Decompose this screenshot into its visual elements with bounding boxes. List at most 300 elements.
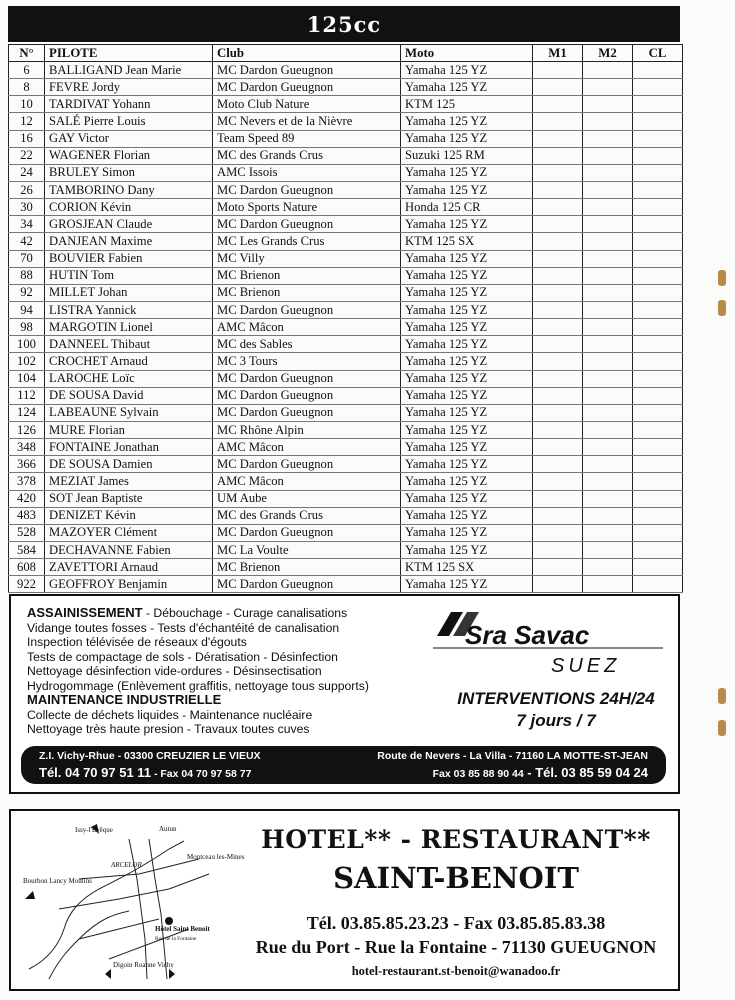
m1-cell bbox=[533, 404, 583, 421]
rider-moto: Suzuki 125 RM bbox=[401, 147, 533, 164]
m2-cell bbox=[583, 284, 633, 301]
rider-number: 112 bbox=[9, 387, 45, 404]
rider-number: 922 bbox=[9, 576, 45, 593]
table-row bbox=[9, 541, 683, 558]
rider-club: MC Dardon Gueugnon bbox=[213, 216, 401, 233]
rider-number: 100 bbox=[9, 336, 45, 353]
rider-moto: Yamaha 125 YZ bbox=[401, 319, 533, 336]
rider-name: MAZOYER Clément bbox=[45, 524, 213, 541]
rider-number: 104 bbox=[9, 370, 45, 387]
rider-club: MC Dardon Gueugnon bbox=[213, 181, 401, 198]
m2-cell bbox=[583, 96, 633, 113]
rider-name: BOUVIER Fabien bbox=[45, 250, 213, 267]
m1-cell bbox=[533, 216, 583, 233]
savac-heading-rest: - Débouchage - Curage canalisations bbox=[142, 606, 348, 620]
table-row bbox=[9, 199, 683, 216]
rider-moto: Yamaha 125 YZ bbox=[401, 336, 533, 353]
cl-cell bbox=[633, 267, 683, 284]
cl-cell bbox=[633, 473, 683, 490]
rider-moto: Yamaha 125 YZ bbox=[401, 267, 533, 284]
table-row bbox=[9, 576, 683, 593]
table-row bbox=[9, 439, 683, 456]
cl-cell bbox=[633, 507, 683, 524]
savac-phone-left bbox=[39, 765, 251, 780]
cl-cell bbox=[633, 336, 683, 353]
cl-cell bbox=[633, 387, 683, 404]
rider-moto: Yamaha 125 YZ bbox=[401, 473, 533, 490]
m2-cell bbox=[583, 473, 633, 490]
rider-name: SALÉ Pierre Louis bbox=[45, 113, 213, 130]
rider-moto: Yamaha 125 YZ bbox=[401, 353, 533, 370]
cl-cell bbox=[633, 233, 683, 250]
table-row bbox=[9, 164, 683, 181]
map-label-bourbon: Bourbon Lancy Moulins bbox=[23, 877, 92, 885]
table-row bbox=[9, 147, 683, 164]
rider-number: 126 bbox=[9, 421, 45, 438]
m2-cell bbox=[583, 541, 633, 558]
rider-number: 8 bbox=[9, 79, 45, 96]
rider-number: 483 bbox=[9, 507, 45, 524]
rider-number: 34 bbox=[9, 216, 45, 233]
map-label-hotel: Hôtel Saint Benoit bbox=[155, 925, 210, 933]
rider-name: DANNEEL Thibaut bbox=[45, 336, 213, 353]
savac-address-right: Route de Nevers - La Villa - 71160 LA MOTTE-ST-JEAN bbox=[377, 750, 648, 762]
table-row bbox=[9, 319, 683, 336]
hotel-advertisement bbox=[9, 809, 680, 991]
table-row bbox=[9, 404, 683, 421]
m1-cell bbox=[533, 113, 583, 130]
rider-name: BALLIGAND Jean Marie bbox=[45, 62, 213, 79]
m2-cell bbox=[583, 370, 633, 387]
m2-cell bbox=[583, 79, 633, 96]
rider-moto: Yamaha 125 YZ bbox=[401, 113, 533, 130]
rider-name: MEZIAT James bbox=[45, 473, 213, 490]
hotel-title: HOTEL** - RESTAURANT** bbox=[261, 825, 651, 854]
table-row bbox=[9, 387, 683, 404]
cl-cell bbox=[633, 541, 683, 558]
tel-right: - Tél. 03 85 59 04 24 bbox=[523, 765, 648, 780]
m2-cell bbox=[583, 336, 633, 353]
savac-interventions bbox=[441, 688, 671, 732]
m1-cell bbox=[533, 147, 583, 164]
rider-club: MC Dardon Gueugnon bbox=[213, 62, 401, 79]
rider-club: MC Dardon Gueugnon bbox=[213, 387, 401, 404]
m1-cell bbox=[533, 353, 583, 370]
m1-cell bbox=[533, 387, 583, 404]
cl-cell bbox=[633, 96, 683, 113]
table-row bbox=[9, 301, 683, 318]
cl-cell bbox=[633, 79, 683, 96]
map-label-arcelor: ARCELOR bbox=[111, 861, 142, 869]
rider-number: 348 bbox=[9, 439, 45, 456]
savac-heading-assainissement: ASSAINISSEMENT bbox=[27, 605, 143, 620]
rider-moto: Honda 125 CR bbox=[401, 199, 533, 216]
savac-brand-text: Sra Savac bbox=[465, 620, 590, 650]
table-row bbox=[9, 507, 683, 524]
table-row bbox=[9, 336, 683, 353]
rider-moto: Yamaha 125 YZ bbox=[401, 301, 533, 318]
m2-cell bbox=[583, 490, 633, 507]
m1-cell bbox=[533, 79, 583, 96]
table-row bbox=[9, 62, 683, 79]
rider-club: MC 3 Tours bbox=[213, 353, 401, 370]
rider-name: CROCHET Arnaud bbox=[45, 353, 213, 370]
hotel-location-map bbox=[19, 819, 245, 983]
rider-name: DE SOUSA David bbox=[45, 387, 213, 404]
category-title: 125cc bbox=[8, 6, 680, 42]
m1-cell bbox=[533, 267, 583, 284]
m2-cell bbox=[583, 507, 633, 524]
cl-cell bbox=[633, 559, 683, 576]
rider-club: MC Dardon Gueugnon bbox=[213, 576, 401, 593]
rider-club: MC Dardon Gueugnon bbox=[213, 301, 401, 318]
rider-club: MC Dardon Gueugnon bbox=[213, 524, 401, 541]
riders-table bbox=[8, 44, 683, 593]
binder-ring bbox=[718, 270, 726, 286]
rider-club: MC Dardon Gueugnon bbox=[213, 404, 401, 421]
rider-name: MILLET Johan bbox=[45, 284, 213, 301]
rider-name: FONTAINE Jonathan bbox=[45, 439, 213, 456]
savac-line: Nettoyage très haute presion - Travaux toutes cuves bbox=[27, 722, 310, 736]
rider-club: MC Brienon bbox=[213, 267, 401, 284]
rider-moto: Yamaha 125 YZ bbox=[401, 490, 533, 507]
m2-cell bbox=[583, 576, 633, 593]
table-row bbox=[9, 216, 683, 233]
rider-number: 420 bbox=[9, 490, 45, 507]
m1-cell bbox=[533, 233, 583, 250]
header-number: N° bbox=[9, 45, 45, 62]
rider-club: MC Dardon Gueugnon bbox=[213, 79, 401, 96]
m1-cell bbox=[533, 559, 583, 576]
table-row bbox=[9, 233, 683, 250]
rider-name: CORION Kévin bbox=[45, 199, 213, 216]
cl-cell bbox=[633, 199, 683, 216]
days-text: 7 jours / 7 bbox=[516, 711, 596, 730]
map-label-autun: Autun bbox=[159, 825, 177, 833]
rider-moto: Yamaha 125 YZ bbox=[401, 387, 533, 404]
cl-cell bbox=[633, 250, 683, 267]
rider-club: MC des Sables bbox=[213, 336, 401, 353]
rider-number: 584 bbox=[9, 541, 45, 558]
rider-name: LABEAUNE Sylvain bbox=[45, 404, 213, 421]
rider-club: MC des Grands Crus bbox=[213, 507, 401, 524]
rider-number: 16 bbox=[9, 130, 45, 147]
m1-cell bbox=[533, 301, 583, 318]
map-label-issy: Issy-l'Evêque bbox=[75, 826, 113, 834]
rider-club: MC Brienon bbox=[213, 559, 401, 576]
m2-cell bbox=[583, 559, 633, 576]
rider-name: ZAVETTORI Arnaud bbox=[45, 559, 213, 576]
cl-cell bbox=[633, 181, 683, 198]
m2-cell bbox=[583, 199, 633, 216]
table-row bbox=[9, 250, 683, 267]
header-club: Club bbox=[213, 45, 401, 62]
m1-cell bbox=[533, 473, 583, 490]
cl-cell bbox=[633, 301, 683, 318]
cl-cell bbox=[633, 216, 683, 233]
rider-number: 30 bbox=[9, 199, 45, 216]
m2-cell bbox=[583, 319, 633, 336]
table-row bbox=[9, 370, 683, 387]
m1-cell bbox=[533, 181, 583, 198]
m2-cell bbox=[583, 267, 633, 284]
m1-cell bbox=[533, 524, 583, 541]
rider-club: MC Les Grands Crus bbox=[213, 233, 401, 250]
rider-number: 12 bbox=[9, 113, 45, 130]
m2-cell bbox=[583, 62, 633, 79]
m1-cell bbox=[533, 96, 583, 113]
rider-name: LISTRA Yannick bbox=[45, 301, 213, 318]
rider-number: 22 bbox=[9, 147, 45, 164]
cl-cell bbox=[633, 353, 683, 370]
rider-name: SOT Jean Baptiste bbox=[45, 490, 213, 507]
table-row bbox=[9, 559, 683, 576]
m1-cell bbox=[533, 199, 583, 216]
cl-cell bbox=[633, 421, 683, 438]
m1-cell bbox=[533, 421, 583, 438]
m2-cell bbox=[583, 439, 633, 456]
rider-number: 10 bbox=[9, 96, 45, 113]
rider-moto: Yamaha 125 YZ bbox=[401, 164, 533, 181]
table-row bbox=[9, 113, 683, 130]
m2-cell bbox=[583, 147, 633, 164]
cl-cell bbox=[633, 164, 683, 181]
cl-cell bbox=[633, 284, 683, 301]
m2-cell bbox=[583, 250, 633, 267]
cl-cell bbox=[633, 576, 683, 593]
table-row bbox=[9, 130, 683, 147]
fax-left: - Fax 04 70 97 58 77 bbox=[151, 768, 252, 780]
m2-cell bbox=[583, 164, 633, 181]
savac-services bbox=[27, 606, 427, 737]
cl-cell bbox=[633, 456, 683, 473]
header-m1: M1 bbox=[533, 45, 583, 62]
rider-number: 88 bbox=[9, 267, 45, 284]
rider-club: MC Brienon bbox=[213, 284, 401, 301]
rider-moto: Yamaha 125 YZ bbox=[401, 541, 533, 558]
rider-moto: Yamaha 125 YZ bbox=[401, 576, 533, 593]
rider-club: MC des Grands Crus bbox=[213, 147, 401, 164]
m2-cell bbox=[583, 233, 633, 250]
rider-moto: KTM 125 SX bbox=[401, 559, 533, 576]
rider-name: MARGOTIN Lionel bbox=[45, 319, 213, 336]
tel-left: Tél. 04 70 97 51 11 bbox=[39, 765, 152, 780]
rider-moto: Yamaha 125 YZ bbox=[401, 370, 533, 387]
m2-cell bbox=[583, 387, 633, 404]
rider-moto: Yamaha 125 YZ bbox=[401, 62, 533, 79]
m2-cell bbox=[583, 524, 633, 541]
binder-ring bbox=[718, 720, 726, 736]
fax-right: Fax 03 85 88 90 44 bbox=[432, 768, 524, 780]
m2-cell bbox=[583, 353, 633, 370]
m1-cell bbox=[533, 370, 583, 387]
rider-name: GAY Victor bbox=[45, 130, 213, 147]
rider-club: Moto Club Nature bbox=[213, 96, 401, 113]
rider-moto: Yamaha 125 YZ bbox=[401, 507, 533, 524]
savac-line: Nettoyage désinfection vide-ordures - Désinsectisation bbox=[27, 664, 322, 678]
m2-cell bbox=[583, 301, 633, 318]
rider-club: AMC Mâcon bbox=[213, 473, 401, 490]
binder-ring bbox=[718, 300, 726, 316]
rider-name: HUTIN Tom bbox=[45, 267, 213, 284]
rider-club: Moto Sports Nature bbox=[213, 199, 401, 216]
rider-club: AMC Mâcon bbox=[213, 319, 401, 336]
rider-name: GROSJEAN Claude bbox=[45, 216, 213, 233]
map-label-digoin: Digoin Roanne Vichy bbox=[113, 961, 174, 969]
table-header-row bbox=[9, 45, 683, 62]
rider-name: WAGENER Florian bbox=[45, 147, 213, 164]
savac-heading-maintenance: MAINTENANCE INDUSTRIELLE bbox=[27, 692, 222, 707]
rider-name: DENIZET Kévin bbox=[45, 507, 213, 524]
rider-moto: Yamaha 125 YZ bbox=[401, 284, 533, 301]
m1-cell bbox=[533, 456, 583, 473]
cl-cell bbox=[633, 404, 683, 421]
cl-cell bbox=[633, 370, 683, 387]
rider-club: UM Aube bbox=[213, 490, 401, 507]
hotel-address: Rue du Port - Rue la Fontaine - 71130 GUEUGNON bbox=[255, 937, 657, 957]
rider-moto: Yamaha 125 YZ bbox=[401, 421, 533, 438]
rider-club: Team Speed 89 bbox=[213, 130, 401, 147]
table-row bbox=[9, 353, 683, 370]
savac-line: Vidange toutes fosses - Tests d'échantéité de canalisation bbox=[27, 620, 340, 635]
rider-number: 98 bbox=[9, 319, 45, 336]
m1-cell bbox=[533, 164, 583, 181]
m1-cell bbox=[533, 319, 583, 336]
m1-cell bbox=[533, 284, 583, 301]
suez-text: SUEZ bbox=[551, 655, 621, 677]
cl-cell bbox=[633, 147, 683, 164]
rider-name: TAMBORINO Dany bbox=[45, 181, 213, 198]
m1-cell bbox=[533, 130, 583, 147]
cl-cell bbox=[633, 524, 683, 541]
savac-phone-right bbox=[433, 765, 648, 780]
m1-cell bbox=[533, 336, 583, 353]
m1-cell bbox=[533, 507, 583, 524]
header-moto: Moto bbox=[401, 45, 533, 62]
cl-cell bbox=[633, 130, 683, 147]
rider-club: MC Nevers et de la Nièvre bbox=[213, 113, 401, 130]
rider-club: MC Dardon Gueugnon bbox=[213, 370, 401, 387]
rider-number: 528 bbox=[9, 524, 45, 541]
rider-number: 92 bbox=[9, 284, 45, 301]
rider-name: FEVRE Jordy bbox=[45, 79, 213, 96]
table-row bbox=[9, 96, 683, 113]
savac-advertisement bbox=[9, 594, 680, 794]
rider-number: 70 bbox=[9, 250, 45, 267]
savac-line: Collecte de déchets liquides - Maintenance nucléaire bbox=[27, 707, 313, 722]
rider-moto: Yamaha 125 YZ bbox=[401, 439, 533, 456]
m2-cell bbox=[583, 130, 633, 147]
m1-cell bbox=[533, 490, 583, 507]
rider-number: 24 bbox=[9, 164, 45, 181]
rider-name: DANJEAN Maxime bbox=[45, 233, 213, 250]
cl-cell bbox=[633, 319, 683, 336]
rider-moto: Yamaha 125 YZ bbox=[401, 404, 533, 421]
table-row bbox=[9, 490, 683, 507]
rider-name: BRULEY Simon bbox=[45, 164, 213, 181]
rider-moto: KTM 125 bbox=[401, 96, 533, 113]
interventions-text: INTERVENTIONS 24H/24 bbox=[457, 689, 655, 708]
rider-moto: Yamaha 125 YZ bbox=[401, 524, 533, 541]
m1-cell bbox=[533, 62, 583, 79]
rider-club: AMC Issois bbox=[213, 164, 401, 181]
rider-club: MC Dardon Gueugnon bbox=[213, 456, 401, 473]
rider-number: 94 bbox=[9, 301, 45, 318]
table-row bbox=[9, 181, 683, 198]
rider-number: 102 bbox=[9, 353, 45, 370]
rider-name: GEOFFROY Benjamin bbox=[45, 576, 213, 593]
m1-cell bbox=[533, 250, 583, 267]
header-m2: M2 bbox=[583, 45, 633, 62]
rider-moto: Yamaha 125 YZ bbox=[401, 79, 533, 96]
rider-number: 366 bbox=[9, 456, 45, 473]
table-row bbox=[9, 284, 683, 301]
rider-club: MC Villy bbox=[213, 250, 401, 267]
rider-name: DE SOUSA Damien bbox=[45, 456, 213, 473]
cl-cell bbox=[633, 490, 683, 507]
rider-number: 378 bbox=[9, 473, 45, 490]
rider-name: LAROCHE Loïc bbox=[45, 370, 213, 387]
table-row bbox=[9, 456, 683, 473]
table-row bbox=[9, 79, 683, 96]
rider-moto: Yamaha 125 YZ bbox=[401, 456, 533, 473]
cl-cell bbox=[633, 113, 683, 130]
hotel-phone: Tél. 03.85.85.23.23 - Fax 03.85.85.83.38 bbox=[306, 913, 606, 933]
rider-moto: Yamaha 125 YZ bbox=[401, 250, 533, 267]
rider-number: 608 bbox=[9, 559, 45, 576]
rider-number: 6 bbox=[9, 62, 45, 79]
rider-club: MC La Voulte bbox=[213, 541, 401, 558]
cl-cell bbox=[633, 62, 683, 79]
cl-cell bbox=[633, 439, 683, 456]
table-row bbox=[9, 524, 683, 541]
m2-cell bbox=[583, 181, 633, 198]
table-row bbox=[9, 473, 683, 490]
table-row bbox=[9, 267, 683, 284]
savac-contact-strip bbox=[21, 746, 666, 784]
rider-name: DECHAVANNE Fabien bbox=[45, 541, 213, 558]
header-cl: CL bbox=[633, 45, 683, 62]
m1-cell bbox=[533, 439, 583, 456]
table-row bbox=[9, 421, 683, 438]
savac-line: Tests de compactage de sols - Dératisation - Désinfection bbox=[27, 649, 338, 664]
rider-moto: KTM 125 SX bbox=[401, 233, 533, 250]
map-label-hotel-street: Rue de la Fontaine bbox=[155, 936, 197, 942]
rider-name: MURE Florian bbox=[45, 421, 213, 438]
header-pilot: PILOTE bbox=[45, 45, 213, 62]
savac-line: Hydrogommage (Enlèvement graffitis, nettoyage tous supports) bbox=[27, 678, 369, 693]
rider-club: MC Rhône Alpin bbox=[213, 421, 401, 438]
rider-moto: Yamaha 125 YZ bbox=[401, 216, 533, 233]
hotel-email: hotel-restaurant.st-benoit@wanadoo.fr bbox=[351, 964, 561, 978]
m1-cell bbox=[533, 576, 583, 593]
rider-moto: Yamaha 125 YZ bbox=[401, 181, 533, 198]
m2-cell bbox=[583, 216, 633, 233]
savac-line: Inspection télévisée de réseaux d'égouts bbox=[27, 635, 247, 649]
rider-number: 42 bbox=[9, 233, 45, 250]
hotel-name: SAINT-BENOIT bbox=[333, 861, 579, 895]
binder-ring bbox=[718, 688, 726, 704]
m2-cell bbox=[583, 456, 633, 473]
map-label-montceau: Montceau les-Mines bbox=[187, 853, 245, 861]
m2-cell bbox=[583, 421, 633, 438]
rider-club: AMC Mâcon bbox=[213, 439, 401, 456]
m2-cell bbox=[583, 404, 633, 421]
rider-name: TARDIVAT Yohann bbox=[45, 96, 213, 113]
rider-moto: Yamaha 125 YZ bbox=[401, 130, 533, 147]
m2-cell bbox=[583, 113, 633, 130]
m1-cell bbox=[533, 541, 583, 558]
